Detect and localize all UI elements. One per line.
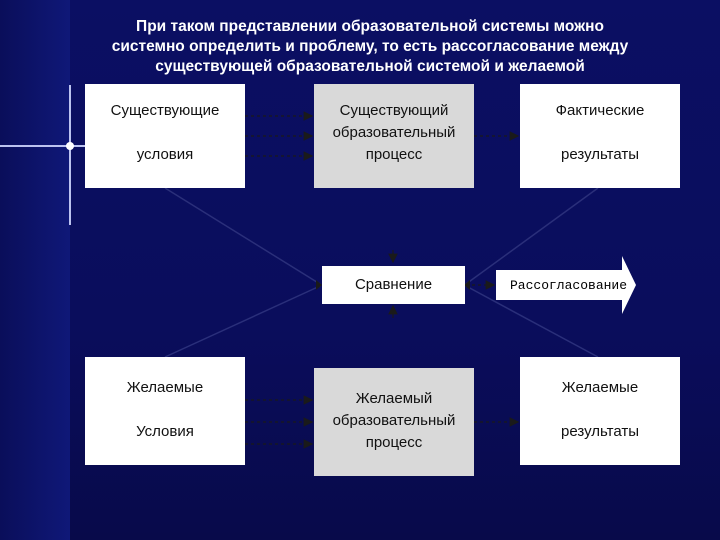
existing-process-line-3: процесс xyxy=(365,146,423,163)
desired-process-line-3: процесс xyxy=(365,434,423,451)
actual-results-box xyxy=(520,84,680,188)
actual-results-line-1: Фактические xyxy=(555,102,645,119)
existing-process-line-1: Существующий xyxy=(339,102,449,119)
desired-process-box xyxy=(314,368,474,476)
desired-conditions-line-1: Желаемые xyxy=(126,379,204,396)
title-line-2: системно определить и проблему, то есть рассогласование между xyxy=(111,38,629,55)
desired-process-line-1: Желаемый xyxy=(355,390,433,407)
actual-results-line-2: результаты xyxy=(561,146,639,163)
title-line-1: При таком представлении образовательной системы можно xyxy=(136,18,604,35)
title-line-3: существующей образовательной системой и желаемой xyxy=(155,58,585,75)
existing-conditions-line-1: Существующие xyxy=(110,102,220,119)
desired-results-line-2: результаты xyxy=(561,423,639,440)
existing-process-line-2: образовательный xyxy=(332,124,456,141)
existing-conditions-box xyxy=(85,84,245,188)
comparison-label: Сравнение xyxy=(354,276,433,293)
existing-process-box xyxy=(314,84,474,188)
desired-conditions-box xyxy=(85,357,245,465)
desired-results-box xyxy=(520,357,680,465)
desired-results-line-1: Желаемые xyxy=(561,379,639,396)
existing-conditions-line-2: условия xyxy=(136,146,194,163)
mismatch-label: Рассогласование xyxy=(510,277,628,293)
comparison-box xyxy=(322,266,465,304)
desired-conditions-line-2: Условия xyxy=(136,423,194,440)
desired-process-line-2: образовательный xyxy=(332,412,456,429)
